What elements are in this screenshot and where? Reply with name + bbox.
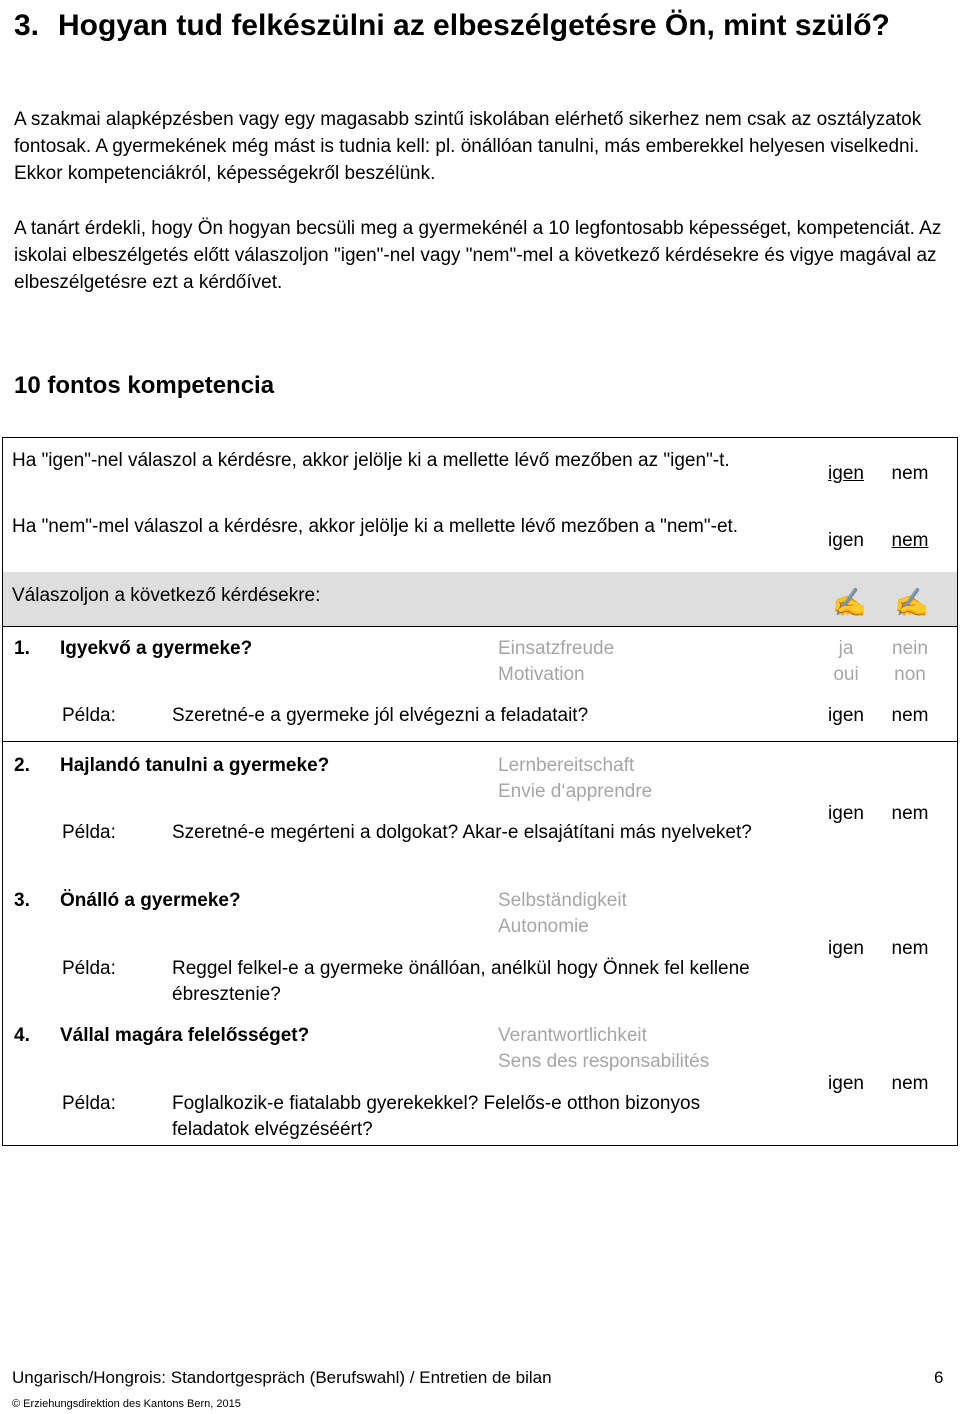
question-1-example: Szeretné-e a gyermeke jól elvégezni a feladatait? xyxy=(172,705,589,726)
question-4-yes-option[interactable]: igen xyxy=(828,1073,864,1094)
question-2-example-label: Példa: xyxy=(62,822,116,843)
question-3-text: Önálló a gyermeke? xyxy=(60,890,241,911)
question-4-text: Vállal magára felelősséget? xyxy=(60,1025,310,1046)
question-1-yes-option[interactable]: igen xyxy=(828,705,864,726)
question-2-text: Hajlandó tanulni a gyermeke? xyxy=(60,755,330,776)
question-4-german: Verantwortlichkeit xyxy=(498,1025,647,1046)
question-3-number: 3. xyxy=(14,890,30,911)
answer-prompt: Válaszoljon a következő kérdésekre: xyxy=(12,585,321,606)
pencil-icon: ✍ xyxy=(832,587,867,618)
question-4-number: 4. xyxy=(14,1025,30,1046)
question-3-example-label: Példa: xyxy=(62,958,116,979)
question-4-no-option[interactable]: nem xyxy=(891,1073,929,1094)
legend-no-text: Ha "nem"-mel válaszol a kérdésre, akkor jelölje ki a mellette lévő mezőben a "nem"-et. xyxy=(12,516,739,537)
pencil-icon: ✍ xyxy=(894,587,929,618)
answer-ja: ja xyxy=(838,638,854,659)
question-2-german: Lernbereitschaft xyxy=(498,755,635,776)
question-3-no-option[interactable]: nem xyxy=(891,938,929,959)
question-3-french: Autonomie xyxy=(498,916,589,937)
answer-oui: oui xyxy=(833,664,859,685)
question-4-example-label: Példa: xyxy=(62,1093,116,1114)
footer-text: Ungarisch/Hongrois: Standortgespräch (Berufswahl) / Entretien de bilan xyxy=(12,1368,552,1387)
question-2-example: Szeretné-e megérteni a dolgokat? Akar-e elsajátítani más nyelveket? xyxy=(172,822,752,843)
question-1-example-label: Példa: xyxy=(62,705,116,726)
intro-paragraph-2: A tanárt érdekli, hogy Ön hogyan becsüli meg a gyermekénél a 10 legfontosabb képességet, kompetenciát. Az iskolai elbeszélgetés előtt válaszoljon "igen"-nel vagy "nem"-mel a következő kérdésekre és vigye magával az elbeszélgetésre ezt a kérdőívet. xyxy=(14,218,942,293)
legend-no: nem xyxy=(891,463,929,484)
section-number: 3. xyxy=(14,9,40,42)
question-3-example: Reggel felkel-e a gyermeke önállóan, anélkül hogy Önnek fel kellene ébresztenie? xyxy=(172,958,750,1005)
question-2-french: Envie d‘apprendre xyxy=(498,781,653,802)
competence-heading: 10 fontos kompetencia xyxy=(14,372,275,399)
question-1-german: Einsatzfreude xyxy=(498,638,615,659)
question-2-no-option[interactable]: nem xyxy=(891,803,929,824)
question-1-french: Motivation xyxy=(498,664,585,685)
intro-paragraph-1: A szakmai alapképzésben vagy egy magasabb szintű iskolában elérhető sikerhez nem csak az osztályzatok fontosak. A gyermekének még mást is tudnia kell: pl. önállóan tanulni, más emberekkel helyesen viselkedni. Ekkor kompetenciákról, képességekről beszélünk. xyxy=(14,109,922,184)
row-divider xyxy=(3,741,957,742)
legend-yes: igen xyxy=(828,530,864,551)
question-4-french: Sens des responsabilités xyxy=(498,1051,710,1072)
question-1-text: Igyekvő a gyermeke? xyxy=(60,638,253,659)
answer-non: non xyxy=(894,664,926,685)
section-title: Hogyan tud felkészülni az elbeszélgetésre Ön, mint szülő? xyxy=(58,9,890,42)
question-2-number: 2. xyxy=(14,755,30,776)
question-3-yes-option[interactable]: igen xyxy=(828,938,864,959)
legend-no-marked: nem xyxy=(891,530,929,551)
question-3-german: Selbständigkeit xyxy=(498,890,627,911)
answer-nein: nein xyxy=(892,638,928,659)
question-1-number: 1. xyxy=(14,638,30,659)
question-4-example: Foglalkozik-e fiatalabb gyerekekkel? Felelős-e otthon bizonyos feladatok elvégzéséért? xyxy=(172,1093,701,1140)
legend-yes-marked: igen xyxy=(828,463,864,484)
question-2-yes-option[interactable]: igen xyxy=(828,803,864,824)
question-1-no-option[interactable]: nem xyxy=(891,705,929,726)
legend-yes-text: Ha "igen"-nel válaszol a kérdésre, akkor jelölje ki a mellette lévő mezőben az "igen"-t. xyxy=(12,450,730,471)
copyright: © Erziehungsdirektion des Kantons Bern, 2015 xyxy=(12,1398,241,1410)
page-number: 6 xyxy=(934,1368,944,1387)
